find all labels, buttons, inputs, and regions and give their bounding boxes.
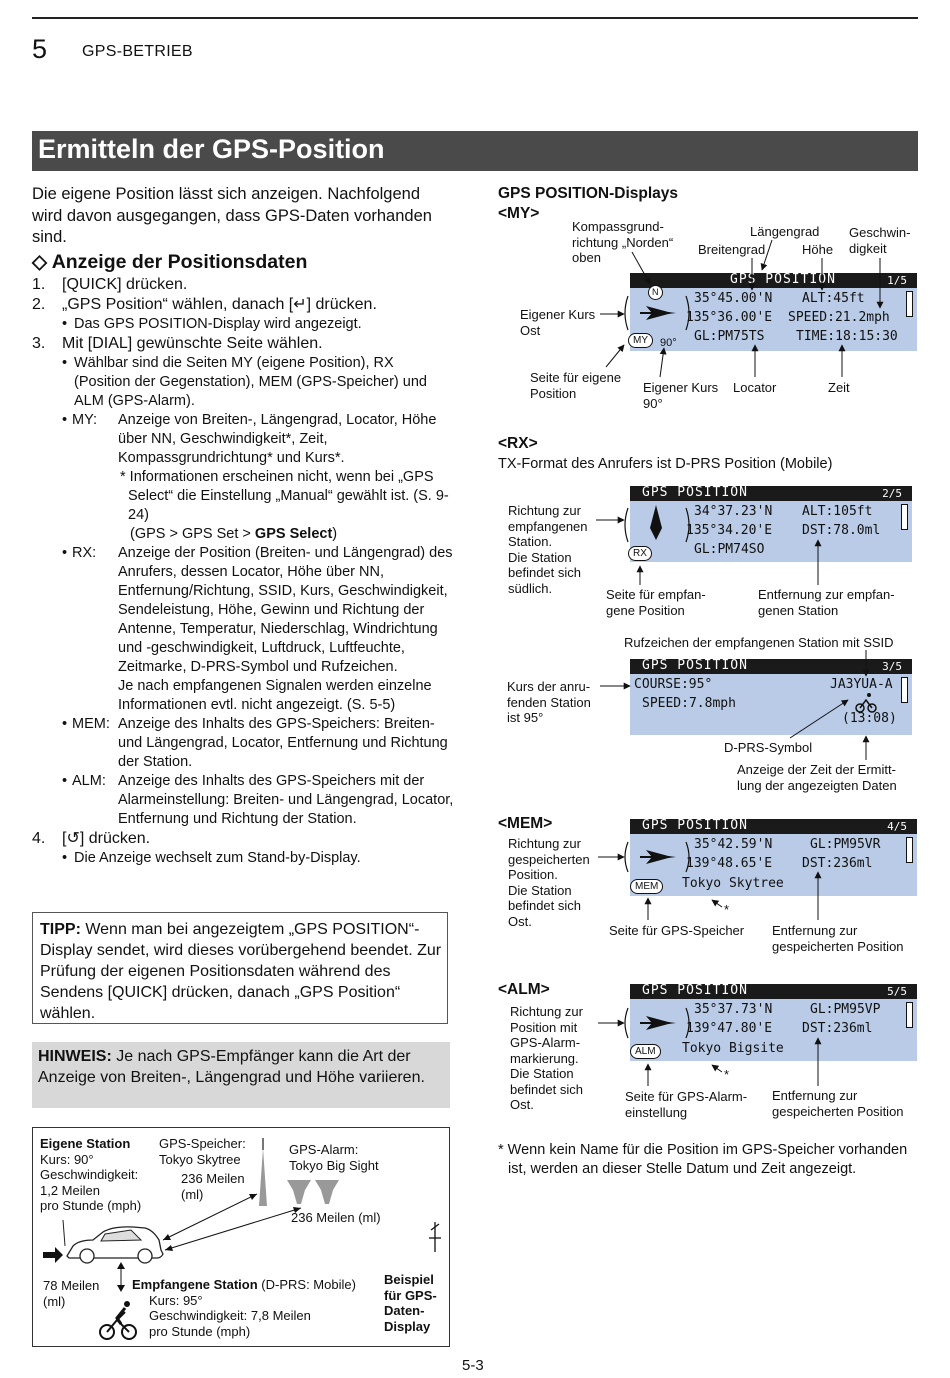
def-key: RX: <box>72 545 97 561</box>
alm-label-dist: Entfernung zur gespeicherten Position <box>772 1088 904 1119</box>
note-label: HINWEIS: <box>38 1048 112 1065</box>
tip-text: Wenn man bei angezeigtem „GPS POSITION“-Display sendet, wird dieses vorübergehend beendet. Zur Prüfung der eigenen Positionsdaten während des Sendens [QUICK] drücken, danach „GPS Position“ wählen. <box>40 921 442 1022</box>
rx-label-page: Seite für empfan- gene Position <box>606 587 706 618</box>
rx2-label-symbol: D-PRS-Symbol <box>724 740 813 755</box>
north-badge: N <box>648 285 663 300</box>
lcd-speed: SPEED:21.2mph <box>788 310 890 325</box>
mem-tag: <MEM> <box>498 815 553 832</box>
label-lat: Breitengrad <box>698 242 766 257</box>
bullet-text: Das GPS POSITION-Display wird angezeigt. <box>74 316 362 332</box>
def-text: Anzeige des Inhalts des GPS-Speichers: Breiten- und Längengrad, Locator, Entfernung und Richtung der Station. <box>118 716 448 770</box>
rx-label-dist: Entfernung zur empfan- genen Station <box>758 587 895 618</box>
path-text: (GPS > GPS Set > <box>130 526 255 542</box>
lcd-page: 3/5 <box>882 660 902 673</box>
example-label: Beispiel für GPS- Daten- Display <box>384 1272 437 1334</box>
lcd-locator: GL:PM75TS <box>694 329 765 344</box>
def-key: ALM: <box>72 773 106 789</box>
distance-2: 236 Meilen (ml) <box>291 1210 381 1225</box>
compass-icon-mem <box>625 842 689 872</box>
lcd-name: Tokyo Bigsite <box>682 1041 784 1056</box>
lcd-locator: GL:PM95VR <box>810 837 881 852</box>
rx-tag: <RX> <box>498 435 538 452</box>
lcd-callsign: JA3YUA-A <box>830 677 893 692</box>
def-text: Anzeige des Inhalts des GPS-Speichers mit der Alarmeinstellung: Breiten- und Längengrad, Locator, Entfernung und Richtung der Station. <box>118 773 454 827</box>
step-number: 2. <box>32 296 46 313</box>
lcd-lon: 139°48.65'E <box>686 856 773 871</box>
note-text: Je nach GPS-Empfänger kann die Art der Anzeige von Breiten-, Längengrad und Höhe variieren. <box>38 1048 425 1086</box>
step-2-bullet: • Das GPS POSITION-Display wird angezeigt. <box>62 316 362 332</box>
lcd-course: COURSE:95° <box>634 677 713 692</box>
gps-alarm-label: GPS-Alarm: Tokyo Big Sight <box>289 1142 379 1173</box>
rx2-label-time: Anzeige der Zeit der Ermitt- lung der angezeigten Daten <box>737 762 897 793</box>
section-title: Ermitteln der GPS-Position <box>38 134 385 164</box>
lcd-title: GPS POSITION <box>642 658 748 673</box>
own-station-text: Kurs: 90° Geschwindigkeit: 1,2 Meilen pro Stunde (mph) <box>40 1151 142 1213</box>
lcd-alt: ALT:45ft <box>802 291 865 306</box>
alm-tag: <ALM> <box>498 981 550 998</box>
footnote: * Wenn kein Name für die Position im GPS-Speicher vorhanden ist, werden an dieser Stelle Datum und Zeit angezeigt. <box>498 1142 908 1177</box>
note-text: * Informationen erscheinen nicht, wenn bei „GPS Select“ die Einstellung „Manual“ gewählt ist. (S. 9-24) <box>120 469 449 523</box>
def-rx: • RX: Anzeige der Position (Breiten- und Längengrad) des Anrufers, dessen Locator, Höhe über NN, Entfernung/Richtung, SSID, Kurs, Geschwindigkeit, Sendeleistung, Höhe, Gewinn und Richtung der Antenne, Temperatur, Niederschlag, Windrichtung und -geschwindigkeit, Luftdruck, Luftfeuchte, Zeitmarke, D-PRS-Symbol und Rufzeichen. <box>62 545 453 675</box>
def-alm: • ALM: Anzeige des Inhalts des GPS-Speichers mit der Alarmeinstellung: Breiten- und Längengrad, Locator, Entfernung und Richtung der Station. <box>62 773 454 827</box>
lcd-dist: DST:236ml <box>802 1021 873 1036</box>
rx2-label-call: Rufzeichen der empfangenen Station mit SSID <box>624 635 894 650</box>
lcd-title: GPS POSITION <box>642 983 748 998</box>
step-4-bullet: • Die Anzeige wechselt zum Stand-by-Display. <box>62 850 361 866</box>
bullet-text: Die Anzeige wechselt zum Stand-by-Display. <box>74 850 361 866</box>
dprs-symbol-icon <box>856 693 876 712</box>
rx-station-mode: (D-PRS: Mobile) <box>257 1277 356 1292</box>
rx-station-title: Empfangene Station <box>132 1277 258 1292</box>
lcd-dist: DST:236ml <box>802 856 873 871</box>
intro-text: Die eigene Position lässt sich anzeigen. Nachfolgend wird davon ausgegangen, dass GPS-Daten vorhanden sind. <box>32 185 432 246</box>
mem-label-page: Seite für GPS-Speicher <box>609 923 745 938</box>
mem-label-dist: Entfernung zur gespeicherten Position <box>772 923 904 954</box>
chapter-title: GPS-BETRIEB <box>82 43 193 60</box>
rx-label-dir: Richtung zur empfangenen Station. Die Station befindet sich südlich. <box>508 503 588 596</box>
lcd-title: GPS POSITION <box>642 818 748 833</box>
rx-subtitle: TX-Format des Anrufers ist D-PRS Position (Mobile) <box>498 456 833 472</box>
step-text: Mit [DIAL] gewünschte Seite wählen. <box>62 335 323 352</box>
rx2-label-course: Kurs der anru- fenden Station ist 95° <box>507 679 591 725</box>
badge-my: MY <box>628 333 653 348</box>
lcd-page: 5/5 <box>887 985 907 998</box>
label-time: Zeit <box>828 380 850 395</box>
lcd-name: Tokyo Skytree <box>682 876 784 891</box>
lcd-lon: 135°34.20'E <box>686 523 773 538</box>
rx-station-text: Kurs: 95° Geschwindigkeit: 7,8 Meilen pro Stunde (mph) <box>149 1292 311 1339</box>
label-alt: Höhe <box>802 242 834 257</box>
alm-star: * <box>724 1067 730 1082</box>
lcd-title: GPS POSITION <box>642 485 748 500</box>
badge-mem: MEM <box>630 879 663 894</box>
lcd-lon: 135°36.00'E <box>686 310 773 325</box>
lcd-lat: 35°42.59'N <box>694 837 773 852</box>
def-mem: • MEM: Anzeige des Inhalts des GPS-Speichers: Breiten- und Längengrad, Locator, Entfernung und Richtung der Station. <box>62 716 448 770</box>
lcd-dist: DST:78.0ml <box>802 523 881 538</box>
step-3-bullet: • Wählbar sind die Seiten MY (eigene Position), RX (Position der Gegenstation), MEM (GPS-Speicher) und ALM (GPS-Alarm). <box>62 355 427 409</box>
lcd-alt: ALT:105ft <box>802 504 873 519</box>
def-text: Anzeige von Breiten-, Längengrad, Locator, Höhe über NN, Geschwindigkeit*, Zeit, Kompassgrundrichtung* und Kurs*. <box>118 412 437 466</box>
step-text: [↺] drücken. <box>62 830 151 847</box>
path-bold: GPS Select <box>254 526 333 542</box>
badge-alm: ALM <box>630 1044 661 1059</box>
alm-label-dir: Richtung zur Position mit GPS-Alarm- markierung. Die Station befindet sich Ost. <box>510 1004 583 1112</box>
step-text: „GPS Position“ wählen, danach [↵] drücken. <box>62 296 377 313</box>
lcd-lat: 35°37.73'N <box>694 1002 773 1017</box>
my-tag: <MY> <box>498 205 540 222</box>
compass-icon-alm <box>625 1008 689 1038</box>
lcd-page: 4/5 <box>887 820 907 833</box>
lcd-locator: GL:PM74SO <box>694 542 765 557</box>
lcd-time: TIME:18:15:30 <box>796 329 898 344</box>
label-locator: Locator <box>733 380 777 395</box>
distance-3: 78 Meilen (ml) <box>43 1278 100 1309</box>
course-degrees: 90° <box>660 337 677 349</box>
def-key: MY: <box>72 412 97 428</box>
lcd-lon: 139°47.80'E <box>686 1021 773 1036</box>
label-speed: Geschwin- digkeit <box>849 225 911 256</box>
subsection-heading: ◇ Anzeige der Positionsdaten <box>32 251 308 273</box>
label-compass: Kompassgrund- richtung „Norden“ oben <box>572 219 674 265</box>
lcd-lat: 34°37.23'N <box>694 504 773 519</box>
badge-rx: RX <box>628 546 652 561</box>
lcd-locator: GL:PM95VP <box>810 1002 881 1017</box>
lcd-page: 1/5 <box>887 274 907 287</box>
step-number: 4. <box>32 830 46 847</box>
step-number: 1. <box>32 276 46 293</box>
def-text: Anzeige der Position (Breiten- und Längengrad) des Anrufers, dessen Locator, Höhe über NN, Entfernung/Richtung, SSID, Kurs, Geschwindigkeit, Sendeleistung, Höhe, Gewinn und Richtung der Antenne, Temperatur, Niederschlag, Windrichtung und -geschwindigkeit, Luftdruck, Luftfeuchte, Zeitmarke, D-PRS-Symbol und Rufzeichen. <box>118 545 453 675</box>
mem-label-dir: Richtung zur gespeicherten Position. Die Station befindet sich Ost. <box>508 836 590 929</box>
label-course-90: Eigener Kurs 90° <box>643 380 719 411</box>
compass-icon-my <box>625 296 689 330</box>
mem-star: * <box>724 902 730 917</box>
step-text: [QUICK] drücken. <box>62 276 188 293</box>
path-end: ) <box>332 526 338 542</box>
def-key: MEM: <box>72 716 110 732</box>
displays-heading: GPS POSITION-Displays <box>498 185 679 202</box>
alm-label-page: Seite für GPS-Alarm- einstellung <box>625 1089 748 1120</box>
label-course: Eigener Kurs Ost <box>520 307 596 338</box>
compass-icon-rx <box>625 505 689 542</box>
own-station-title: Eigene Station <box>40 1136 131 1151</box>
def-my: • MY: Anzeige von Breiten-, Längengrad, Locator, Höhe über NN, Geschwindigkeit*, Zeit, Kompassgrundrichtung* und Kurs*. <box>62 412 437 466</box>
page-number: 5-3 <box>462 1357 484 1374</box>
lcd-title: GPS POSITION <box>730 272 836 287</box>
lcd-lat: 35°45.00'N <box>694 291 773 306</box>
distance-1: 236 Meilen (ml) <box>181 1171 245 1202</box>
label-page: Seite für eigene Position <box>530 370 622 401</box>
chapter-number: 5 <box>32 34 48 64</box>
bullet-text: Wählbar sind die Seiten MY (eigene Position), RX (Position der Gegenstation), MEM (GPS-Speicher) und ALM (GPS-Alarm). <box>74 355 427 409</box>
lcd-timestamp: (13:08) <box>842 711 897 726</box>
lcd-page: 2/5 <box>882 487 902 500</box>
step-number: 3. <box>32 335 46 352</box>
tip-label: TIPP: <box>40 921 81 938</box>
lcd-speed: SPEED:7.8mph <box>642 696 736 711</box>
gps-memory-label: GPS-Speicher: Tokyo Skytree <box>159 1136 246 1167</box>
label-lon: Längengrad <box>750 224 820 239</box>
note-text: Je nach empfangenen Signalen werden einzelne Informationen evtl. nicht angezeigt. (S. 5-5) <box>118 678 432 713</box>
